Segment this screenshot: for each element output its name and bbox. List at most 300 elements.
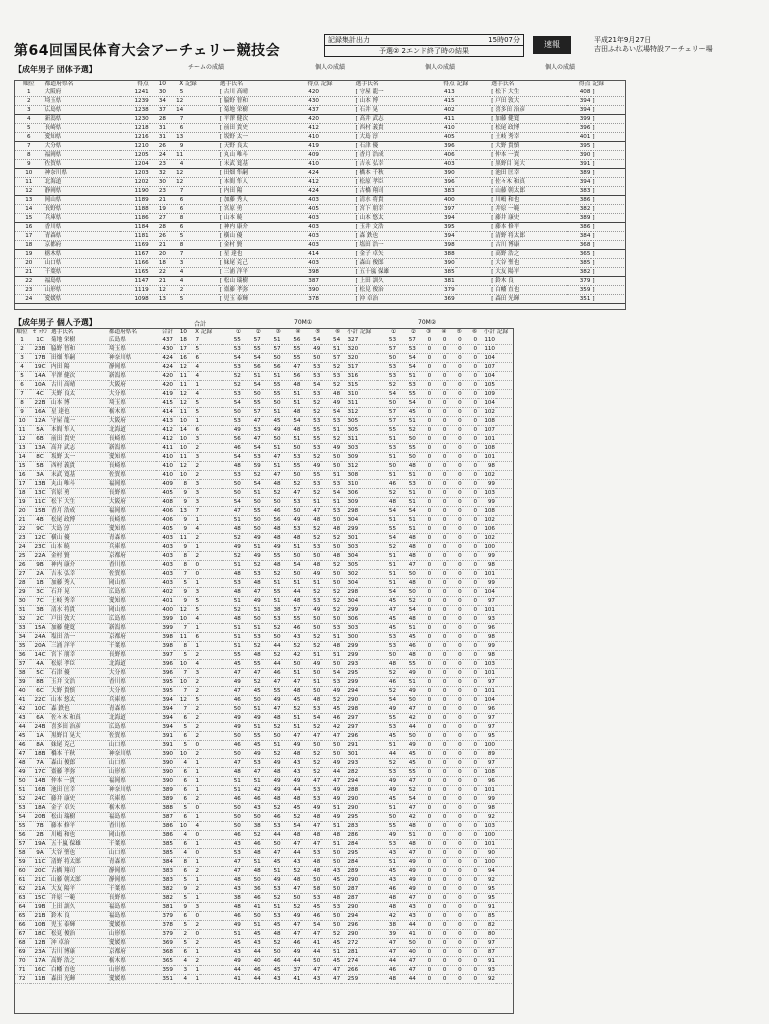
- team-cell-rec-2: [456, 223, 491, 232]
- cell-total: 400: [156, 606, 174, 615]
- team-cell-rank: 7: [14, 142, 44, 151]
- hdr-rec-2: 記録: [456, 81, 469, 87]
- cell-x: 2: [188, 957, 200, 966]
- cell-bib: 6B: [30, 435, 50, 444]
- cell-e5: 48: [301, 867, 321, 876]
- cell-f2: 47: [397, 957, 417, 966]
- cell-f6: 0: [463, 453, 478, 462]
- team-section-title: 【成年男子 団体予選】: [14, 65, 97, 74]
- cell-f2: 54: [397, 354, 417, 363]
- table-row: [14, 471, 514, 480]
- cell-sub2: 104: [478, 372, 496, 381]
- cell-name: 金子 卓矢: [50, 804, 108, 813]
- team-row: [14, 196, 626, 205]
- cell-rank: 51: [14, 786, 30, 795]
- cell-f1: 51: [377, 858, 397, 867]
- cell-pref: 長野県: [108, 489, 156, 498]
- cell-f5: 0: [447, 642, 462, 651]
- cell-name: 松山 瑞樹: [50, 813, 108, 822]
- cell-f6: 0: [463, 750, 478, 759]
- cell-x: 1: [188, 948, 200, 957]
- cell-e3: 53: [262, 615, 282, 624]
- team-cell-tens: 21: [150, 196, 167, 205]
- hdr-end2-5: ⑤: [456, 329, 462, 335]
- cell-f6: 0: [463, 885, 478, 894]
- cell-x: 3: [188, 669, 200, 678]
- cell-f6: 0: [463, 633, 478, 642]
- cell-e5: 50: [301, 552, 321, 561]
- cell-e4: 50: [282, 507, 302, 516]
- cell-e1: 53: [222, 417, 242, 426]
- cell-f1: 53: [377, 444, 397, 453]
- team-cell-name-3: [ 仲本 一貴: [490, 151, 567, 160]
- cell-rec1: [359, 651, 377, 660]
- cell-f2: 47: [397, 804, 417, 813]
- cell-e3: 55: [262, 552, 282, 561]
- cell-f4: 0: [432, 939, 447, 948]
- cell-rank: 19: [14, 498, 30, 507]
- cell-f6: 0: [463, 570, 478, 579]
- team-cell-name-3: [ 黒野目 晃大: [490, 160, 567, 169]
- cell-total: 386: [156, 822, 174, 831]
- cell-sub2: 104: [478, 696, 496, 705]
- cell-f1: 45: [377, 615, 397, 624]
- hdr-rec: 記録: [201, 329, 213, 335]
- cell-rank: 36: [14, 651, 30, 660]
- cell-sub2: 100: [478, 741, 496, 750]
- team-cell-tens: 21: [150, 241, 167, 250]
- cell-bib: 23B: [30, 345, 50, 354]
- cell-x: 4: [188, 390, 200, 399]
- cell-bib: 14B: [30, 777, 50, 786]
- cell-f1: 51: [377, 570, 397, 579]
- cell-name: 末武 寛基: [50, 471, 108, 480]
- cell-sub1: 288: [341, 786, 359, 795]
- team-cell-pts-2: 381: [431, 277, 456, 286]
- cell-e3: 49: [262, 786, 282, 795]
- cell-f5: 0: [447, 363, 462, 372]
- cell-e3: 48: [262, 714, 282, 723]
- cell-rec1: [359, 903, 377, 912]
- cell-bib: 11C: [30, 498, 50, 507]
- team-cell-rec: [184, 106, 219, 115]
- cell-f1: 42: [377, 912, 397, 921]
- cell-e6: 51: [321, 822, 341, 831]
- cell-e6: 49: [321, 813, 341, 822]
- cell-sub1: 297: [341, 714, 359, 723]
- cell-sub2: 85: [478, 912, 496, 921]
- cell-name: 塩田 浩一: [50, 633, 108, 642]
- team-cell-rank: 20: [14, 259, 44, 268]
- cell-f1: 49: [377, 831, 397, 840]
- team-cell-tens: 31: [150, 124, 167, 133]
- team-cell-pts-2: 388: [431, 250, 456, 259]
- cell-e2: 54: [242, 444, 262, 453]
- cell-rec2: [496, 669, 514, 678]
- cell-sub1: 303: [341, 444, 359, 453]
- cell-f4: 0: [432, 795, 447, 804]
- team-row: [14, 97, 626, 106]
- team-cell-rec-1: [320, 196, 355, 205]
- cell-pref: 大分県: [108, 669, 156, 678]
- cell-total: 415: [156, 399, 174, 408]
- cell-e5: 52: [301, 759, 321, 768]
- cell-e4: 45: [282, 804, 302, 813]
- team-cell-rec-3: ]: [591, 196, 626, 205]
- team-cell-pts-1: 424: [295, 169, 320, 178]
- cell-rec2: [496, 822, 514, 831]
- cell-pref: 大阪府: [108, 417, 156, 426]
- cell-total: 401: [156, 597, 174, 606]
- team-cell-rec: [184, 241, 219, 250]
- team-cell-pts-1: 387: [295, 277, 320, 286]
- cell-sub2: 101: [478, 453, 496, 462]
- cell-e5: 52: [301, 408, 321, 417]
- cell-f6: 0: [463, 390, 478, 399]
- cell-e5: 46: [301, 912, 321, 921]
- team-cell-name-1: [ 宮原 勇: [219, 205, 296, 214]
- cell-e6: 54: [321, 336, 341, 345]
- cell-e2: 40: [242, 957, 262, 966]
- cell-e4: 50: [282, 570, 302, 579]
- cell-f4: 0: [432, 903, 447, 912]
- cell-f2: 45: [397, 759, 417, 768]
- cell-e3: 44: [262, 642, 282, 651]
- cell-e3: 50: [262, 435, 282, 444]
- cell-e2: 49: [242, 552, 262, 561]
- cell-f6: 0: [463, 552, 478, 561]
- cell-f1: 57: [377, 408, 397, 417]
- cell-sub1: 296: [341, 732, 359, 741]
- cell-e1: 52: [222, 606, 242, 615]
- cell-rec: [200, 525, 222, 534]
- cell-e6: 45: [321, 939, 341, 948]
- cell-e5: 44: [301, 948, 321, 957]
- cell-x: 3: [188, 435, 200, 444]
- team-cell-pref: 静岡県: [44, 187, 121, 196]
- cell-sub1: 304: [341, 597, 359, 606]
- team-cell-pref: 北海道: [44, 178, 121, 187]
- team-cell-rec-1: [320, 223, 355, 232]
- cell-e1: 47: [222, 669, 242, 678]
- team-cell-name-1: [ 金村 賢: [219, 241, 296, 250]
- team-row: [14, 178, 626, 187]
- team-cell-pref: 京都府: [44, 241, 121, 250]
- cell-f4: 0: [432, 912, 447, 921]
- cell-rec2: [496, 480, 514, 489]
- cell-f5: 0: [447, 759, 462, 768]
- cell-f4: 0: [432, 804, 447, 813]
- cell-f2: 51: [397, 471, 417, 480]
- cell-f6: 0: [463, 813, 478, 822]
- team-cell-rec: [184, 259, 219, 268]
- cell-sub1: 302: [341, 570, 359, 579]
- team-cell-pref: 山口県: [44, 259, 121, 268]
- cell-rank: 8: [14, 399, 30, 408]
- cell-rank: 42: [14, 705, 30, 714]
- cell-e5: 53: [301, 597, 321, 606]
- cell-e6: 45: [321, 705, 341, 714]
- cell-rec: [200, 336, 222, 345]
- team-cell-rec-1: [320, 268, 355, 277]
- cell-e6: 51: [321, 498, 341, 507]
- cell-f6: 0: [463, 462, 478, 471]
- cell-f5: 0: [447, 453, 462, 462]
- team-cell-name-3: [ 藤本 修平: [490, 223, 567, 232]
- cell-f1: 55: [377, 426, 397, 435]
- cell-pref: 愛媛県: [108, 921, 156, 930]
- cell-sub1: 327: [341, 336, 359, 345]
- cell-rec: [200, 417, 222, 426]
- team-cell-score: 1190: [120, 187, 150, 196]
- cell-sub2: 97: [478, 597, 496, 606]
- cell-e1: 46: [222, 696, 242, 705]
- cell-e3: 47: [262, 471, 282, 480]
- team-cell-rec-1: [320, 169, 355, 178]
- cell-name: 横山 優: [50, 534, 108, 543]
- cell-tens: 5: [174, 579, 188, 588]
- team-cell-rec-3: ]: [591, 124, 626, 133]
- cell-e6: 50: [321, 543, 341, 552]
- team-cell-rec-1: [320, 241, 355, 250]
- cell-total: 390: [156, 750, 174, 759]
- team-cell-x: 8: [167, 241, 184, 250]
- cell-x: 2: [188, 552, 200, 561]
- hdr-rec: 記録: [185, 81, 197, 87]
- team-cell-tens: 30: [150, 88, 167, 97]
- cell-tens: 6: [174, 777, 188, 786]
- cell-f2: 52: [397, 426, 417, 435]
- cell-sub2: 108: [478, 417, 496, 426]
- cell-f6: 0: [463, 345, 478, 354]
- cell-rank: 13: [14, 444, 30, 453]
- cell-f3: 0: [417, 939, 432, 948]
- cell-f6: 0: [463, 795, 478, 804]
- cell-e5: 51: [301, 651, 321, 660]
- cell-e1: 51: [222, 777, 242, 786]
- cell-tens: 4: [174, 759, 188, 768]
- hdr-end-6: ⑥: [335, 329, 341, 335]
- cell-sub2: 95: [478, 894, 496, 903]
- cell-f4: 0: [432, 705, 447, 714]
- cell-e4: 42: [282, 651, 302, 660]
- cell-f4: 0: [432, 336, 447, 345]
- cell-f3: 0: [417, 831, 432, 840]
- team-cell-rec-2: [456, 151, 491, 160]
- team-cell-pts-1: 403: [295, 241, 320, 250]
- cell-e4: 52: [282, 867, 302, 876]
- cell-f1: 50: [377, 354, 397, 363]
- cell-f4: 0: [432, 867, 447, 876]
- cell-e2: 55: [242, 660, 262, 669]
- cell-e3: 55: [262, 381, 282, 390]
- cell-e6: 42: [321, 723, 341, 732]
- team-cell-rank: 14: [14, 205, 44, 214]
- hdr-rec-1: 記録: [360, 329, 372, 335]
- cell-rec2: [496, 453, 514, 462]
- team-cell-rec-3: ]: [591, 250, 626, 259]
- cell-rank: 15: [14, 462, 30, 471]
- team-cell-pref: 神奈川県: [44, 169, 121, 178]
- team-cell-rec-1: [320, 295, 355, 304]
- cell-pref: 愛知県: [108, 525, 156, 534]
- cell-f3: 0: [417, 525, 432, 534]
- cell-e3: 49: [262, 777, 282, 786]
- team-row: [14, 295, 626, 304]
- cell-rec: [200, 480, 222, 489]
- cell-e5: 47: [301, 732, 321, 741]
- cell-e3: 51: [262, 867, 282, 876]
- cell-f3: 0: [417, 435, 432, 444]
- cell-rec1: [359, 723, 377, 732]
- cell-f6: 0: [463, 381, 478, 390]
- cell-rec: [200, 426, 222, 435]
- table-row: [14, 759, 514, 768]
- cell-name: 丸山 唯斗: [50, 480, 108, 489]
- cell-tens: 18: [174, 336, 188, 345]
- cell-rec: [200, 678, 222, 687]
- team-cell-pts-2: 410: [431, 124, 456, 133]
- sokuho-badge: 速報: [533, 36, 571, 54]
- cell-total: 386: [156, 831, 174, 840]
- table-row: [14, 885, 514, 894]
- cell-f6: 0: [463, 741, 478, 750]
- cell-f6: 0: [463, 849, 478, 858]
- cell-rank: 70: [14, 957, 30, 966]
- team-cell-pts-2: 411: [431, 115, 456, 124]
- cell-f3: 0: [417, 858, 432, 867]
- cell-f5: 0: [447, 606, 462, 615]
- cell-e2: 53: [242, 426, 262, 435]
- cell-f5: 0: [447, 435, 462, 444]
- cell-pref: 香川県: [108, 561, 156, 570]
- cell-rec: [200, 894, 222, 903]
- team-cell-x: 4: [167, 277, 184, 286]
- cell-bib: 6A: [30, 714, 50, 723]
- cell-total: 351: [156, 975, 174, 984]
- cell-e1: 54: [222, 498, 242, 507]
- cell-bib: 10B: [30, 921, 50, 930]
- cell-bib: 18B: [30, 750, 50, 759]
- team-cell-score: 1241: [120, 88, 150, 97]
- cell-f2: 55: [397, 768, 417, 777]
- team-cell-x: 11: [167, 151, 184, 160]
- cell-e6: 57: [321, 354, 341, 363]
- cell-f1: 54: [377, 507, 397, 516]
- cell-rec2: [496, 858, 514, 867]
- cell-name: 古川 博康: [50, 948, 108, 957]
- team-cell-pts-1: 410: [295, 133, 320, 142]
- cell-e1: 49: [222, 723, 242, 732]
- team-row: [14, 250, 626, 259]
- table-row: [14, 426, 514, 435]
- cell-rec: [200, 795, 222, 804]
- cell-sub1: 290: [341, 903, 359, 912]
- cell-f3: 0: [417, 948, 432, 957]
- cell-name: 田畑 隼嗣: [50, 354, 108, 363]
- cell-f4: 0: [432, 840, 447, 849]
- team-cell-rec-2: [456, 286, 491, 295]
- table-row: [14, 534, 514, 543]
- team-cell-pref: 愛媛県: [44, 295, 121, 304]
- cell-f2: 53: [397, 480, 417, 489]
- table-row: [14, 516, 514, 525]
- cell-bib: 19B: [30, 903, 50, 912]
- team-cell-x: 14: [167, 106, 184, 115]
- cell-total: 388: [156, 804, 174, 813]
- team-cell-x: 9: [167, 142, 184, 151]
- cell-e1: 56: [222, 435, 242, 444]
- team-cell-rec-1: [320, 259, 355, 268]
- cell-rec1: [359, 453, 377, 462]
- cell-f2: 41: [397, 930, 417, 939]
- cell-e5: 52: [301, 399, 321, 408]
- cell-f1: 53: [377, 363, 397, 372]
- team-cell-x: 12: [167, 169, 184, 178]
- cell-bib: 15A: [30, 624, 50, 633]
- cell-tens: 11: [174, 633, 188, 642]
- cell-e2: 48: [242, 579, 262, 588]
- team-cell-rec: [184, 223, 219, 232]
- cell-rec1: [359, 894, 377, 903]
- cell-e1: 50: [222, 480, 242, 489]
- team-cell-rec: [184, 115, 219, 124]
- cell-tens: 11: [174, 453, 188, 462]
- cell-rank: 69: [14, 948, 30, 957]
- cell-e6: 49: [321, 786, 341, 795]
- cell-total: 390: [156, 759, 174, 768]
- cell-f6: 0: [463, 867, 478, 876]
- cell-name: 坂野 太一: [50, 453, 108, 462]
- cell-rec1: [359, 669, 377, 678]
- team-cell-rec-1: [320, 187, 355, 196]
- cell-e6: 52: [321, 435, 341, 444]
- cell-x: 5: [188, 696, 200, 705]
- cell-sub2: 99: [478, 498, 496, 507]
- cell-rank: 10: [14, 417, 30, 426]
- cell-pref: 佐賀県: [108, 570, 156, 579]
- cell-e4: 50: [282, 894, 302, 903]
- team-cell-x: 4: [167, 268, 184, 277]
- team-cell-pts-3: 386: [567, 223, 592, 232]
- cell-e3: 48: [262, 768, 282, 777]
- cell-e3: 48: [262, 795, 282, 804]
- table-row: [14, 678, 514, 687]
- team-cell-rec-1: [320, 106, 355, 115]
- cell-rank: 67: [14, 930, 30, 939]
- cell-f5: 0: [447, 525, 462, 534]
- cell-e5: 53: [301, 390, 321, 399]
- cell-rank: 4: [14, 363, 30, 372]
- cell-x: 1: [188, 786, 200, 795]
- cell-rec2: [496, 741, 514, 750]
- cell-total: 391: [156, 741, 174, 750]
- cell-e3: 50: [262, 633, 282, 642]
- cell-f3: 0: [417, 624, 432, 633]
- team-cell-name-1: [ 前田 貴史: [219, 124, 296, 133]
- cell-f1: 38: [377, 921, 397, 930]
- cell-rec1: [359, 408, 377, 417]
- cell-f1: 51: [377, 435, 397, 444]
- cell-f4: 0: [432, 642, 447, 651]
- cell-f6: 0: [463, 606, 478, 615]
- cell-e1: 46: [222, 444, 242, 453]
- cell-rec1: [359, 939, 377, 948]
- team-cell-rec-3: ]: [591, 268, 626, 277]
- cell-rec1: [359, 462, 377, 471]
- cell-x: 2: [188, 714, 200, 723]
- cell-rec2: [496, 408, 514, 417]
